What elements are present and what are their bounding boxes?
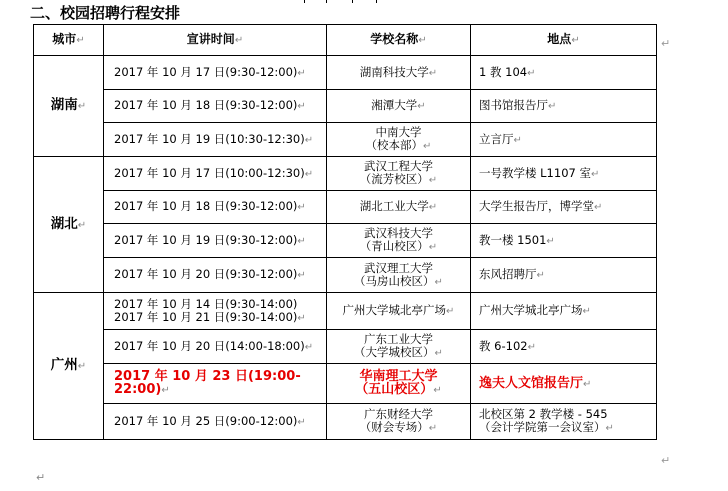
time-cell <box>104 404 327 440</box>
time-cell <box>104 157 327 191</box>
school-line: （青山校区）↵ <box>359 239 438 253</box>
place-cell <box>471 56 657 90</box>
school-line: 中南大学 <box>375 125 422 139</box>
place-cell <box>471 258 657 293</box>
edge-para-mark: ↵ <box>661 454 671 467</box>
school-cell <box>327 404 471 440</box>
place-cell <box>471 90 657 123</box>
header-school: 学校名称↵ <box>327 25 471 56</box>
time-line: 2017 年 10 月 18 日(9:30-12:00)↵ <box>114 199 306 213</box>
place-line: 图书馆报告厅↵ <box>479 98 557 112</box>
time-line: 2017 年 10 月 19 日(10:30-12:30)↵ <box>114 131 314 146</box>
time-cell <box>104 90 327 123</box>
table-row <box>34 258 657 293</box>
school-line: 武汉理工大学 <box>364 260 433 275</box>
place-cell <box>471 330 657 364</box>
time-cell <box>104 123 327 157</box>
time-line: 2017 年 10 月 25 日(9:00-12:00)↵ <box>114 413 306 428</box>
table-row <box>34 191 657 224</box>
place-cell <box>471 293 657 330</box>
place-line: 教一楼 1501↵ <box>479 232 555 247</box>
school-line: （校本部）↵ <box>365 138 432 152</box>
school-cell <box>327 56 471 90</box>
time-line: 2017 年 10 月 18 日(9:30-12:00)↵ <box>114 98 306 112</box>
time-cell <box>104 224 327 258</box>
table-row <box>34 224 657 258</box>
table-row <box>34 90 657 123</box>
school-cell <box>327 157 471 191</box>
place-line: 东风招聘厅↵ <box>479 267 545 281</box>
table-row <box>34 56 657 90</box>
end-para-mark: ↵ <box>36 471 46 484</box>
place-line: 1 教 104↵ <box>479 64 536 79</box>
place-cell <box>471 157 657 191</box>
school-line: （马房山校区）↵ <box>354 273 443 288</box>
school-line: （大学城校区）↵ <box>354 345 443 359</box>
section-heading: 二、校园招聘行程安排 <box>30 4 181 22</box>
school-line: 湖北工业大学↵ <box>359 199 438 213</box>
edge-para-mark: ↵ <box>661 37 671 50</box>
header-place: 地点↵ <box>471 25 657 56</box>
school-line: 武汉工程大学 <box>364 159 433 173</box>
table-header-row <box>34 25 657 56</box>
top-edge-marks <box>300 0 380 3</box>
schedule-table <box>33 24 657 440</box>
table-row <box>34 404 657 440</box>
time-cell <box>104 258 327 293</box>
school-cell <box>327 330 471 364</box>
time-line: 2017 年 10 月 23 日(19:00- <box>114 369 301 384</box>
time-line: 2017 年 10 月 17 日(9:30-12:00)↵ <box>114 64 306 79</box>
header-city: 城市↵ <box>34 25 104 56</box>
school-line: （流芳校区）↵ <box>359 172 438 186</box>
time-cell <box>104 293 327 330</box>
school-line: （五山校区）↵ <box>355 382 442 397</box>
time-cell <box>104 191 327 224</box>
table-row <box>34 157 657 191</box>
place-line: 教 6-102↵ <box>479 338 536 353</box>
table-row <box>34 293 657 330</box>
school-cell <box>327 293 471 330</box>
place-line: 一号教学楼 L1107 室↵ <box>479 165 600 180</box>
place-line: 立言厅↵ <box>479 131 522 146</box>
table-body <box>34 56 657 440</box>
time-line: 2017 年 10 月 14 日(9:30-14:00) <box>114 296 298 311</box>
place-line: 大学生报告厅，博学堂↵ <box>479 199 603 213</box>
school-line: （财会专场）↵ <box>359 420 438 434</box>
time-line: 2017 年 10 月 17 日(10:00-12:30)↵ <box>114 165 314 180</box>
school-cell <box>327 123 471 157</box>
table-row <box>34 330 657 364</box>
place-line: 广州大学城北亭广场↵ <box>479 303 591 317</box>
time-line: 2017 年 10 月 20 日(9:30-12:00)↵ <box>114 267 306 281</box>
school-cell <box>327 191 471 224</box>
city-cell: 广州↵ <box>34 293 104 440</box>
table-row <box>34 123 657 157</box>
table-row <box>34 364 657 404</box>
time-cell <box>104 364 327 404</box>
place-line: （会计学院第一会议室）↵ <box>479 420 614 434</box>
school-cell <box>327 258 471 293</box>
time-cell <box>104 56 327 90</box>
school-line: 广州大学城北亭广场↵ <box>342 303 455 317</box>
time-line: 22:00)↵ <box>114 382 170 397</box>
school-line: 武汉科技大学 <box>364 226 433 240</box>
time-line: 2017 年 10 月 19 日(9:30-12:00)↵ <box>114 232 306 247</box>
school-cell <box>327 364 471 404</box>
time-line: 2017 年 10 月 21 日(9:30-14:00)↵ <box>114 309 306 324</box>
school-line: 广东财经大学 <box>364 407 433 421</box>
place-cell <box>471 404 657 440</box>
place-cell <box>471 191 657 224</box>
school-line: 湘潭大学↵ <box>371 98 426 112</box>
place-cell <box>471 123 657 157</box>
city-cell: 湖北↵ <box>34 157 104 293</box>
place-line: 逸夫人文馆报告厅↵ <box>479 375 592 391</box>
place-cell <box>471 224 657 258</box>
place-line: 北校区第 2 教学楼 - 545 <box>479 407 608 421</box>
city-cell: 湖南↵ <box>34 56 104 157</box>
school-cell <box>327 90 471 123</box>
school-line: 湖南科技大学↵ <box>359 64 438 79</box>
place-cell <box>471 364 657 404</box>
school-line: 广东工业大学 <box>364 332 433 346</box>
time-line: 2017 年 10 月 20 日(14:00-18:00)↵ <box>114 338 314 353</box>
time-cell <box>104 330 327 364</box>
school-cell <box>327 224 471 258</box>
school-line: 华南理工大学 <box>359 369 438 384</box>
header-time: 宣讲时间↵ <box>104 25 327 56</box>
